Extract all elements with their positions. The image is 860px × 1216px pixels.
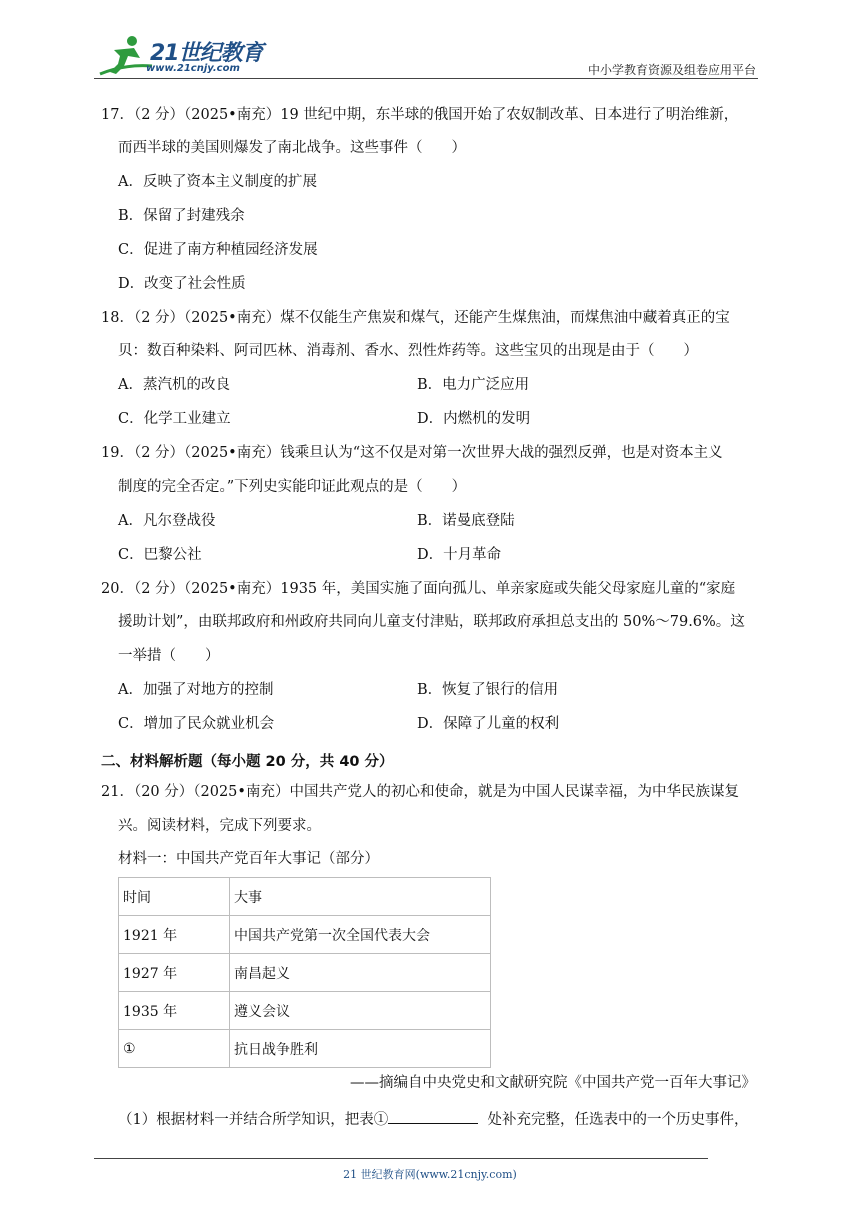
runner-logo-icon bbox=[94, 34, 154, 80]
table-row bbox=[119, 992, 491, 1030]
table-cell-year: 1921 年 bbox=[119, 916, 230, 954]
table-cell-event: 南昌起义 bbox=[230, 954, 491, 992]
question-17-line2: 而西半球的美国则爆发了南北战争。这些事件（ ） bbox=[118, 140, 466, 156]
question-19-line2: 制度的完全否定。”下列史实能印证此观点的是（ ） bbox=[118, 479, 467, 495]
table-header-cell: 时间 bbox=[119, 878, 230, 916]
table-cell-year: ① bbox=[119, 1030, 230, 1068]
answer-blank[interactable] bbox=[388, 1109, 478, 1124]
option-20-d[interactable]: D．保障了儿童的权利 bbox=[417, 716, 560, 732]
option-19-a[interactable]: A．凡尔登战役 bbox=[118, 513, 216, 529]
option-17-c[interactable]: C．促进了南方种植园经济发展 bbox=[118, 242, 318, 258]
option-17-b[interactable]: B．保留了封建残余 bbox=[118, 208, 245, 224]
section-2-title: 二、材料解析题（每小题 20 分，共 40 分） bbox=[101, 754, 394, 770]
material-source: ——摘编自中央党史和文献研究院《中国共产党一百年大事记》 bbox=[350, 1075, 756, 1091]
option-20-c[interactable]: C．增加了民众就业机会 bbox=[118, 716, 275, 732]
option-19-c[interactable]: C．巴黎公社 bbox=[118, 547, 202, 563]
logo-url: www.21cnjy.com bbox=[146, 63, 240, 74]
table-header-row bbox=[119, 878, 491, 916]
table-cell-event: 中国共产党第一次全国代表大会 bbox=[230, 916, 491, 954]
table-row bbox=[119, 954, 491, 992]
sub-question-1-text-after: 处补充完整，任选表中的一个历史事件， bbox=[487, 1112, 749, 1128]
events-table bbox=[118, 877, 491, 1068]
footer-text: 21 世纪教育网(www.21cnjy.com) bbox=[343, 1168, 517, 1181]
option-17-a[interactable]: A．反映了资本主义制度的扩展 bbox=[118, 174, 317, 190]
option-20-b[interactable]: B．恢复了银行的信用 bbox=[417, 682, 559, 698]
sub-question-1-text-before: （1）根据材料一并结合所学知识，把表① bbox=[118, 1112, 389, 1128]
material-1-title: 材料一：中国共产党百年大事记（部分） bbox=[118, 851, 379, 867]
option-17-d[interactable]: D．改变了社会性质 bbox=[118, 276, 246, 292]
table-cell-event: 抗日战争胜利 bbox=[230, 1030, 491, 1068]
option-18-c[interactable]: C．化学工业建立 bbox=[118, 411, 231, 427]
question-20-line3: 一举措（ ） bbox=[118, 648, 220, 664]
table-row bbox=[119, 1030, 491, 1068]
option-19-d[interactable]: D．十月革命 bbox=[417, 547, 502, 563]
sub-question-1 bbox=[118, 1109, 748, 1129]
option-19-b[interactable]: B．诺曼底登陆 bbox=[417, 513, 515, 529]
question-17-line1: 17．（2 分）（2025•南充）19 世纪中期，东半球的俄国开始了农奴制改革、日本进行了明治维新， bbox=[101, 107, 739, 123]
question-20-line2: 援助计划”，由联邦政府和州政府共同向儿童支付津贴，联邦政府承担总支出的 50%～79.6%。这 bbox=[118, 614, 745, 630]
table-header-cell: 大事 bbox=[230, 878, 491, 916]
question-18-line1: 18．（2 分）（2025•南充）煤不仅能生产焦炭和煤气，还能产生煤焦油，而煤焦油中藏着真正的宝 bbox=[101, 310, 730, 326]
table-cell-year: 1935 年 bbox=[119, 992, 230, 1030]
question-19-line1: 19．（2 分）（2025•南充）钱乘旦认为“这不仅是对第一次世界大战的强烈反弹，也是对资本主义 bbox=[101, 445, 723, 461]
option-18-d[interactable]: D．内燃机的发明 bbox=[417, 411, 531, 427]
table-row bbox=[119, 916, 491, 954]
option-20-a[interactable]: A．加强了对地方的控制 bbox=[118, 682, 274, 698]
footer-divider bbox=[94, 1158, 708, 1159]
table-cell-year: 1927 年 bbox=[119, 954, 230, 992]
option-18-b[interactable]: B．电力广泛应用 bbox=[417, 377, 530, 393]
question-21-line2: 兴。阅读材料，完成下列要求。 bbox=[118, 818, 321, 834]
question-18-line2: 贝：数百种染料、阿司匹林、消毒剂、香水、烈性炸药等。这些宝贝的出现是由于（ ） bbox=[118, 343, 698, 359]
logo-text: 21世纪教育 bbox=[150, 41, 263, 66]
platform-label: 中小学教育资源及组卷应用平台 bbox=[587, 63, 756, 77]
question-20-line1: 20．（2 分）（2025•南充）1935 年，美国实施了面向孤儿、单亲家庭或失能父母家庭儿童的“家庭 bbox=[101, 581, 736, 597]
option-18-a[interactable]: A．蒸汽机的改良 bbox=[118, 377, 230, 393]
question-21-line1: 21．（20 分）（2025•南充）中国共产党人的初心和使命，就是为中国人民谋幸福，为中华民族谋复 bbox=[101, 784, 739, 800]
table-cell-event: 遵义会议 bbox=[230, 992, 491, 1030]
header-divider bbox=[94, 78, 758, 79]
